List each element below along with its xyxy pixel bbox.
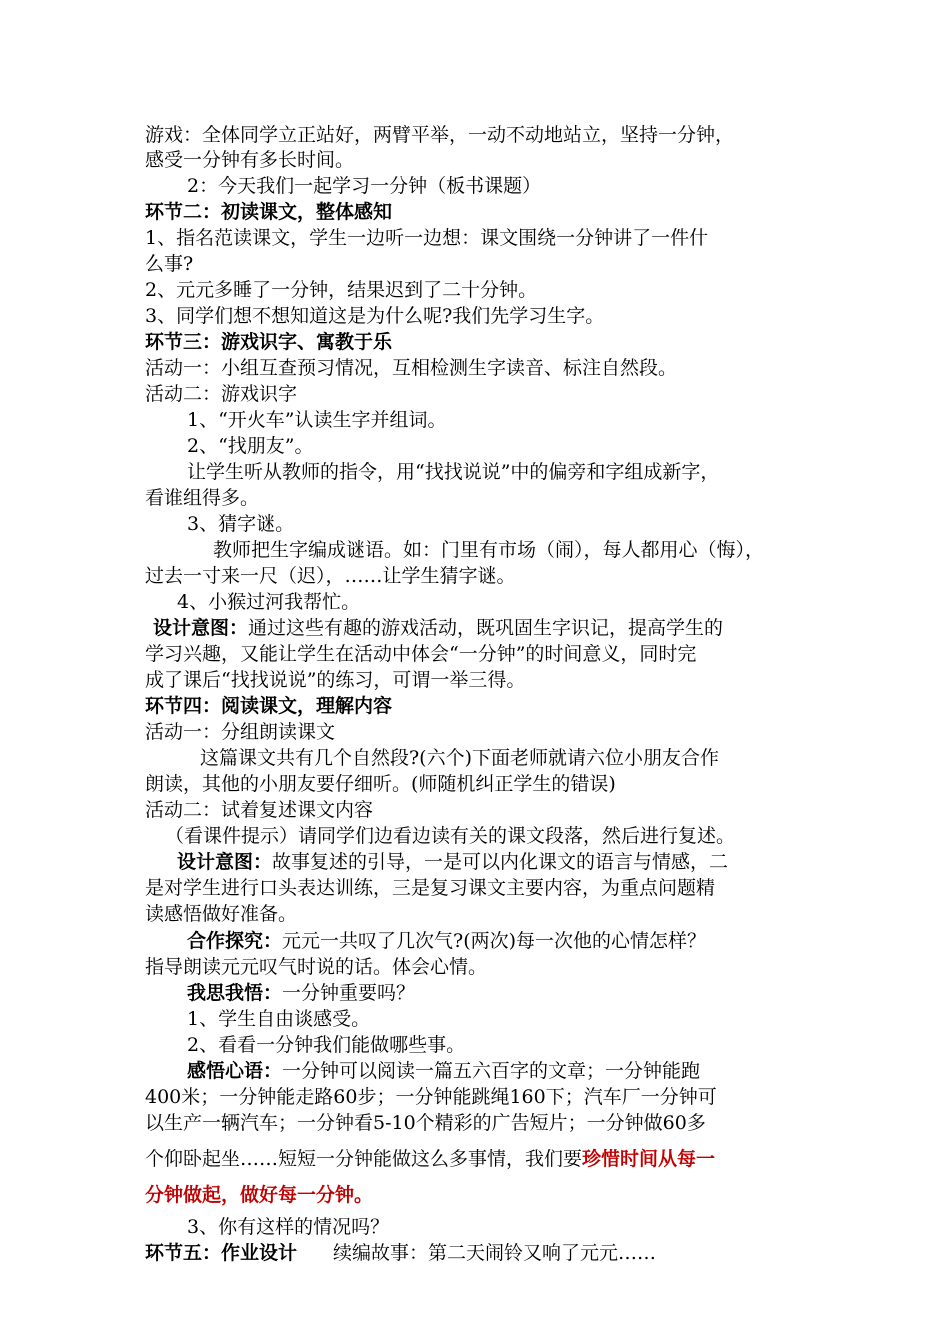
label-insight: 感悟心语： xyxy=(187,1060,283,1082)
text-line: 活动一：小组互查预习情况，互相检测生字读音、标注自然段。 xyxy=(145,357,678,379)
text-line xyxy=(177,849,728,875)
label-reflection: 我思我悟： xyxy=(187,982,283,1004)
text-line: 让学生听从教师的指令，用“找找说说”中的偏旁和字组成新字， xyxy=(187,461,720,483)
text-line: 过去一寸来一尺（迟），……让学生猜字谜。 xyxy=(145,565,516,587)
text-line: 活动二：游戏识字 xyxy=(145,383,298,405)
text-line: 3、同学们想不想知道这是为什么呢?我们先学习生字。 xyxy=(145,305,605,327)
text-line: 活动一：分组朗读课文 xyxy=(145,721,336,743)
line-text: 一分钟可以阅读一篇五六百字的文章；一分钟能跑 xyxy=(282,1060,701,1082)
text-line xyxy=(187,928,706,954)
line-text: 续编故事：第二天闹铃又响了元元…… xyxy=(333,1242,657,1264)
text-line: 成了课后“找找说说”的练习，可谓一举三得。 xyxy=(145,669,526,691)
text-line: （看课件提示）请同学们边看边读有关的课文段落，然后进行复述。 xyxy=(165,825,736,847)
text-line xyxy=(153,615,723,641)
text-line: 教师把生字编成谜语。如：门里有市场（闹），每人都用心（悔）， xyxy=(213,539,765,561)
text-line: 以生产一辆汽车；一分钟看5-10个精彩的广告短片；一分钟做60多 xyxy=(145,1112,706,1134)
text-line: 游戏：全体同学立正站好，两臂平举，一动不动地站立，坚持一分钟， xyxy=(145,124,735,146)
text-line: 3、猜字谜。 xyxy=(187,513,295,535)
text-line: 活动二：试着复述课文内容 xyxy=(145,799,374,821)
text-line xyxy=(187,980,415,1006)
text-line: 朗读，其他的小朋友要仔细听。(师随机纠正学生的错误) xyxy=(145,773,616,795)
text-line: 3、你有这样的情况吗？ xyxy=(187,1216,390,1238)
text-line: 400米；一分钟能走路60步；一分钟能跳绳160下；汽车厂一分钟可 xyxy=(145,1086,717,1108)
text-line: 2、“找朋友”。 xyxy=(187,435,314,457)
text-line: 感受一分钟有多长时间。 xyxy=(145,149,355,171)
text-line xyxy=(187,1058,700,1084)
line-text: 故事复述的引导，一是可以内化课文的语言与情感，二 xyxy=(272,851,729,873)
line-text: 个仰卧起坐……短短一分钟能做这么多事情，我们要 xyxy=(145,1148,583,1170)
section-heading: 环节三：游戏识字、寓教于乐 xyxy=(145,331,393,353)
text-line: 2：今天我们一起学习一分钟（板书课题） xyxy=(187,175,542,197)
text-line: 么事? xyxy=(145,253,194,275)
text-line: 1、指名范读课文，学生一边听一边想：课文围绕一分钟讲了一件什 xyxy=(145,227,709,249)
text-line: 1、学生自由谈感受。 xyxy=(187,1008,371,1030)
text-line: 1、“开火车”认读生字并组词。 xyxy=(187,409,447,431)
text-line: 指导朗读元元叹气时说的话。体会心情。 xyxy=(145,956,488,978)
section-heading: 环节四：阅读课文，理解内容 xyxy=(145,695,393,717)
line-text: 通过这些有趣的游戏活动，既巩固生字识记，提高学生的 xyxy=(248,617,724,639)
text-line: 读感悟做好准备。 xyxy=(145,903,298,925)
label-design-intent: 设计意图： xyxy=(153,617,249,639)
text-line: 4、小猴过河我帮忙。 xyxy=(177,591,361,613)
text-line: 这篇课文共有几个自然段?(六个)下面老师就请六位小朋友合作 xyxy=(200,747,720,769)
text-line: 2、看看一分钟我们能做哪些事。 xyxy=(187,1034,466,1056)
section-heading: 环节五：作业设计 xyxy=(145,1242,298,1264)
line-text: 元元一共叹了几次气?(两次)每一次他的心情怎样？ xyxy=(282,930,707,952)
text-line xyxy=(145,1240,656,1266)
highlight-text: 分钟做起，做好每一分钟。 xyxy=(145,1184,374,1206)
label-cooperative-inquiry: 合作探究： xyxy=(187,930,283,952)
section-heading: 环节二：初读课文，整体感知 xyxy=(145,201,393,223)
highlight-text: 珍惜时间从每一 xyxy=(582,1148,716,1170)
text-line xyxy=(145,1146,715,1172)
text-line: 是对学生进行口头表达训练，三是复习课文主要内容，为重点问题精 xyxy=(145,877,716,899)
text-line: 2、元元多睡了一分钟，结果迟到了二十分钟。 xyxy=(145,279,538,301)
label-design-intent: 设计意图： xyxy=(177,851,273,873)
text-line: 看谁组得多。 xyxy=(145,487,260,509)
line-text: 一分钟重要吗？ xyxy=(282,982,416,1004)
text-line: 学习兴趣，又能让学生在活动中体会“一分钟”的时间意义，同时完 xyxy=(145,643,697,665)
